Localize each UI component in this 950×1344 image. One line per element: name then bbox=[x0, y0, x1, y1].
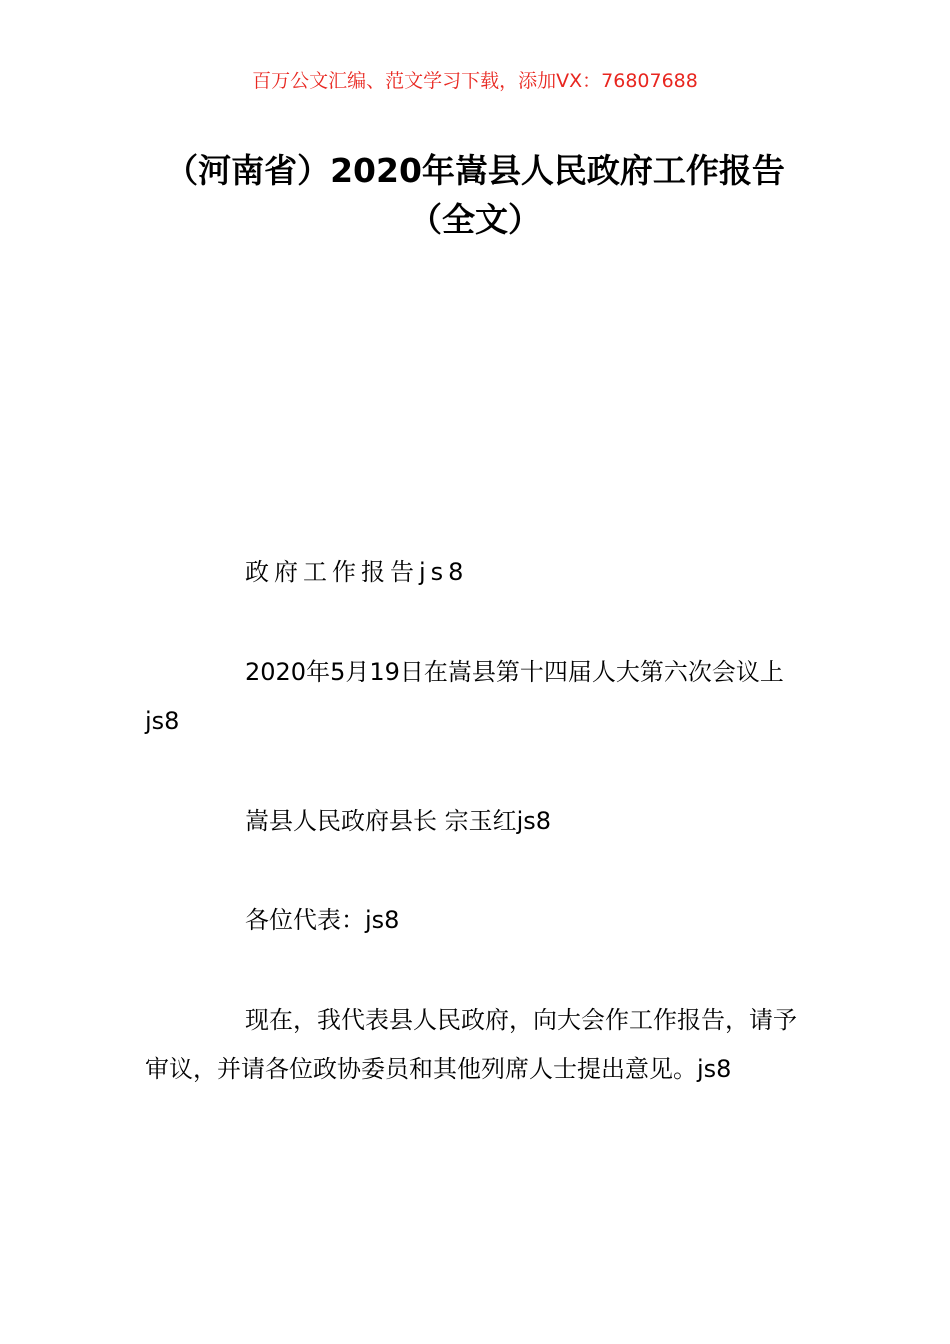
date-venue-paragraph: 2020年5月19日在嵩县第十四届人大第六次会议上js8 bbox=[145, 658, 784, 735]
report-heading-paragraph: 政府工作报告js8 bbox=[245, 558, 469, 586]
opening-paragraph: 现在，我代表县人民政府，向大会作工作报告，请予审议，并请各位政协委员和其他列席人士提出意见。js8 bbox=[145, 1006, 797, 1083]
speaker-paragraph: 嵩县人民政府县长 宗玉红js8 bbox=[245, 807, 552, 835]
document-title bbox=[140, 146, 810, 244]
title-line-2: （全文） bbox=[409, 200, 541, 239]
title-line-1: （河南省）2020年嵩县人民政府工作报告 bbox=[165, 151, 785, 190]
header-promo-note: 百万公文汇编、范文学习下载，添加VX：76807688 bbox=[252, 70, 698, 92]
salutation-paragraph: 各位代表：js8 bbox=[245, 906, 400, 934]
